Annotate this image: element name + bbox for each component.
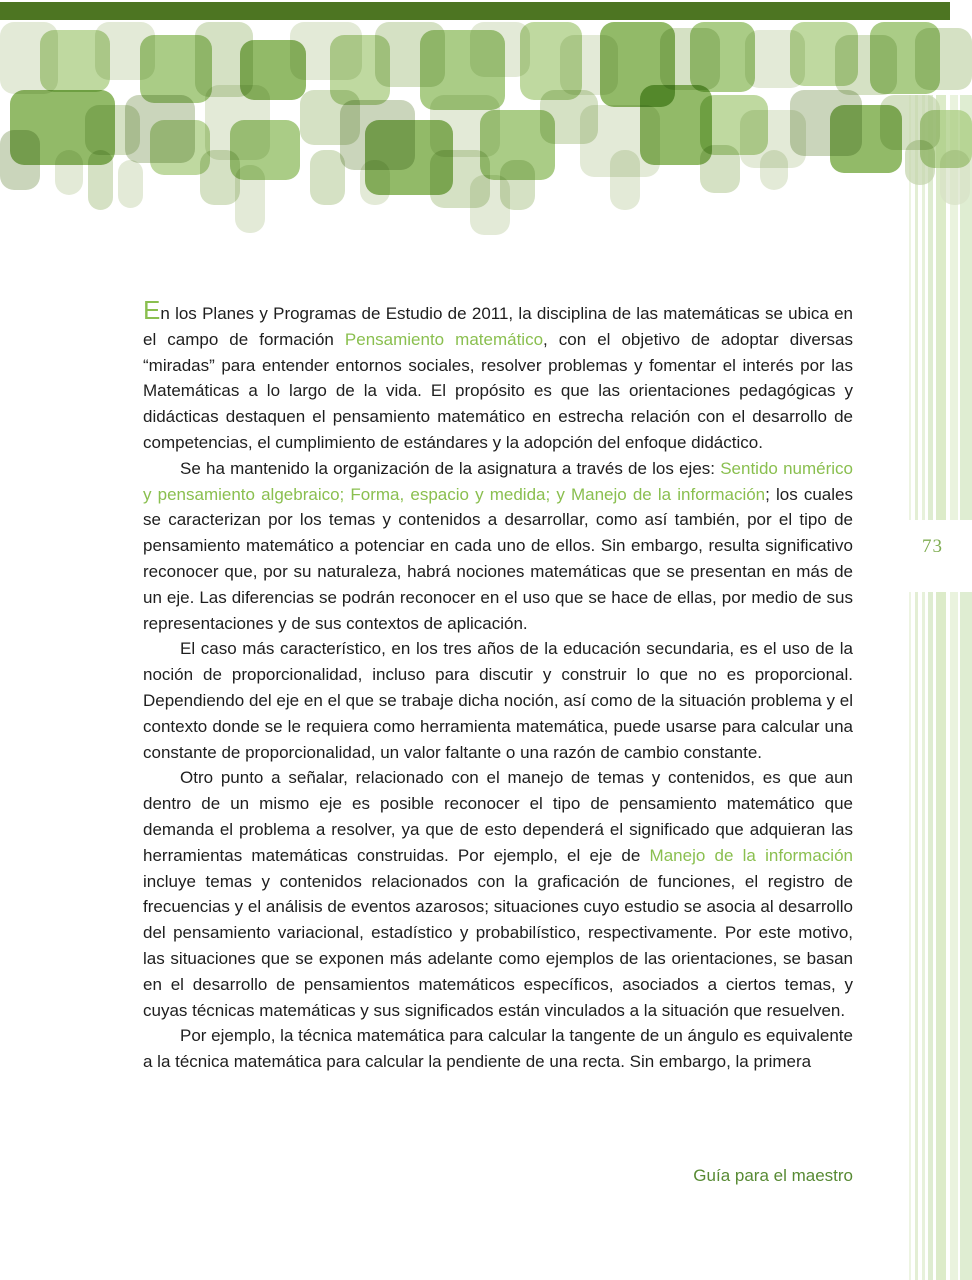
- text-run: ; los cuales se caracterizan por los temas y contenidos a desarrollar, como así también, por el tipo de pensamiento matemático a potenciar en cada uno de ellos. Sin embargo, resulta significativo reconocer que, por su naturaleza, habrá nociones matemáticas que se presentan en más de un eje. Las diferencias se podrán reconocer en el uso que se hace de ellas, por medio de sus representaciones y de sus contextos de aplicación.: [143, 484, 853, 633]
- mosaic-tile: [540, 90, 598, 144]
- mosaic-tile: [118, 160, 143, 208]
- mosaic-tile: [700, 95, 768, 155]
- mosaic-tile: [125, 95, 195, 163]
- mosaic-tile: [500, 160, 535, 210]
- mosaic-tile: [0, 22, 58, 94]
- text-run: Otro punto a señalar, relacionado con el manejo de temas y contenidos, es que aun dentro de un mismo eje es posible reconocer el tipo de pensamiento matemático que demanda el problema a resolver, ya que de esto dependerá el significado que adquieran las herramientas matemáticas construidas. Por ejemplo, el eje de: [143, 768, 853, 865]
- header-bar: [0, 2, 950, 20]
- text-run: incluye temas y contenidos relacionados con la graficación de funciones, el registro de frecuencias y el análisis de eventos azarosos; situaciones cuyo estudio se asocia al desarrollo del pensamiento variacional, estadístico y probabilístico, respectivamente. Por este motivo, las situaciones que se exponen más adelante como ejemplos de las orientaciones, se basan en el desarrollo de pensamientos matemáticos específicos, asociados a ciertos temas, y cuyas técnicas matemáticas y sus significados están vinculados a la situación que resuelven.: [143, 871, 853, 1020]
- accent-text-run: Manejo de la información: [649, 845, 853, 865]
- mosaic-tile: [205, 85, 270, 160]
- mosaic-tile: [375, 22, 445, 87]
- mosaic-tile: [690, 22, 755, 92]
- mosaic-tile: [430, 95, 500, 157]
- accent-text-run: Pensamiento matemático: [344, 329, 544, 349]
- header-mosaic: [0, 0, 972, 280]
- text-run: Por ejemplo, la técnica matemática para calcular la tangente de un ángulo es equivalente a la técnica matemática para calcular la pendiente de una recta. Sin embargo, la primera: [143, 1026, 853, 1072]
- mosaic-tile: [290, 22, 362, 80]
- stripe: [960, 95, 972, 1280]
- accent-text-run: Sentido numérico y pensamiento algebraico; Forma, espacio y medida; y Manejo de la información: [143, 458, 853, 504]
- mosaic-tile: [310, 150, 345, 205]
- mosaic-tile: [870, 22, 940, 94]
- mosaic-tile: [150, 120, 210, 175]
- mosaic-tile: [790, 90, 862, 156]
- mosaic-tile: [85, 105, 140, 155]
- mosaic-tile: [230, 120, 300, 180]
- paragraph: [143, 297, 853, 456]
- stripe: [909, 95, 911, 1280]
- folio-patch: [902, 520, 972, 592]
- mosaic-tile: [95, 22, 155, 80]
- stripe: [928, 95, 933, 1280]
- mosaic-tile: [580, 105, 660, 177]
- text-run: El caso más característico, en los tres años de la educación secundaria, es el uso de la noción de proporcionalidad, incluso para discutir y construir lo que no es proporcional. Dependiendo del eje en el que se trabaje dicha noción, así como de la situación problema y el contexto donde se le requiera como herramienta matemática, puede usarse para calcular una constante de proporcionalidad, un valor faltante o una razón de cambio constante.: [143, 639, 853, 762]
- paragraph: [143, 636, 853, 765]
- footer-title: Guía para el maestro: [693, 1166, 853, 1185]
- mosaic-tile: [640, 85, 712, 165]
- mosaic-tile: [600, 22, 675, 107]
- mosaic-tile: [0, 130, 40, 190]
- mosaic-tile: [700, 145, 740, 193]
- mosaic-tile: [520, 22, 582, 100]
- mosaic-tile: [830, 105, 902, 173]
- text-run: Se ha mantenido la organización de la asignatura a través de los ejes:: [180, 458, 721, 478]
- dropcap-letter: E: [143, 295, 161, 325]
- mosaic-tile: [480, 110, 555, 180]
- mosaic-tile: [140, 35, 212, 103]
- mosaic-tile: [88, 150, 113, 210]
- article-text: [143, 297, 853, 1075]
- mosaic-tile: [365, 120, 453, 195]
- stripe: [950, 95, 958, 1280]
- stripe: [922, 95, 925, 1280]
- mosaic-tile: [740, 110, 806, 168]
- mosaic-tile: [340, 100, 415, 170]
- paragraph: [143, 456, 853, 637]
- mosaic-tile: [760, 150, 788, 190]
- mosaic-tile: [200, 150, 240, 205]
- page-number: 73: [922, 536, 943, 557]
- mosaic-tile: [915, 28, 972, 90]
- stripe: [915, 95, 918, 1280]
- stripe: [936, 95, 946, 1280]
- mosaic-tile: [330, 35, 390, 105]
- paragraph: [143, 1023, 853, 1075]
- mosaic-tile: [240, 40, 306, 100]
- mosaic-tile: [470, 22, 530, 77]
- mosaic-tile: [790, 22, 858, 86]
- mosaic-tile: [835, 35, 897, 95]
- mosaic-tile: [300, 90, 360, 145]
- mosaic-tile: [470, 175, 510, 235]
- mosaic-tile: [195, 22, 253, 97]
- mosaic-tile: [10, 90, 115, 165]
- text-run: , con el objetivo de adoptar diversas “miradas” para entender entornos sociales, resolver problemas y fomentar el interés por las Matemáticas a lo largo de la vida. El propósito es que las orientaciones pedagógicas y didácticas destaquen el pensamiento matemático en estrecha relación con el desarrollo de competencias, el cumplimiento de estándares y la adopción del enfoque didáctico.: [143, 329, 853, 452]
- mosaic-tile: [55, 150, 83, 195]
- mosaic-tile: [610, 150, 640, 210]
- mosaic-tile: [660, 28, 720, 90]
- mosaic-tile: [430, 150, 490, 208]
- side-stripes: [905, 95, 972, 1280]
- mosaic-tile: [235, 165, 265, 233]
- mosaic-tile: [360, 160, 390, 205]
- paragraph: [143, 765, 853, 1023]
- mosaic-tile: [420, 30, 505, 110]
- mosaic-tile: [40, 30, 110, 92]
- mosaic-tile: [560, 35, 618, 95]
- text-run: n los Planes y Programas de Estudio de 2011, la disciplina de las matemáticas se ubica en el campo de formación: [143, 304, 853, 349]
- mosaic-tile: [745, 30, 805, 88]
